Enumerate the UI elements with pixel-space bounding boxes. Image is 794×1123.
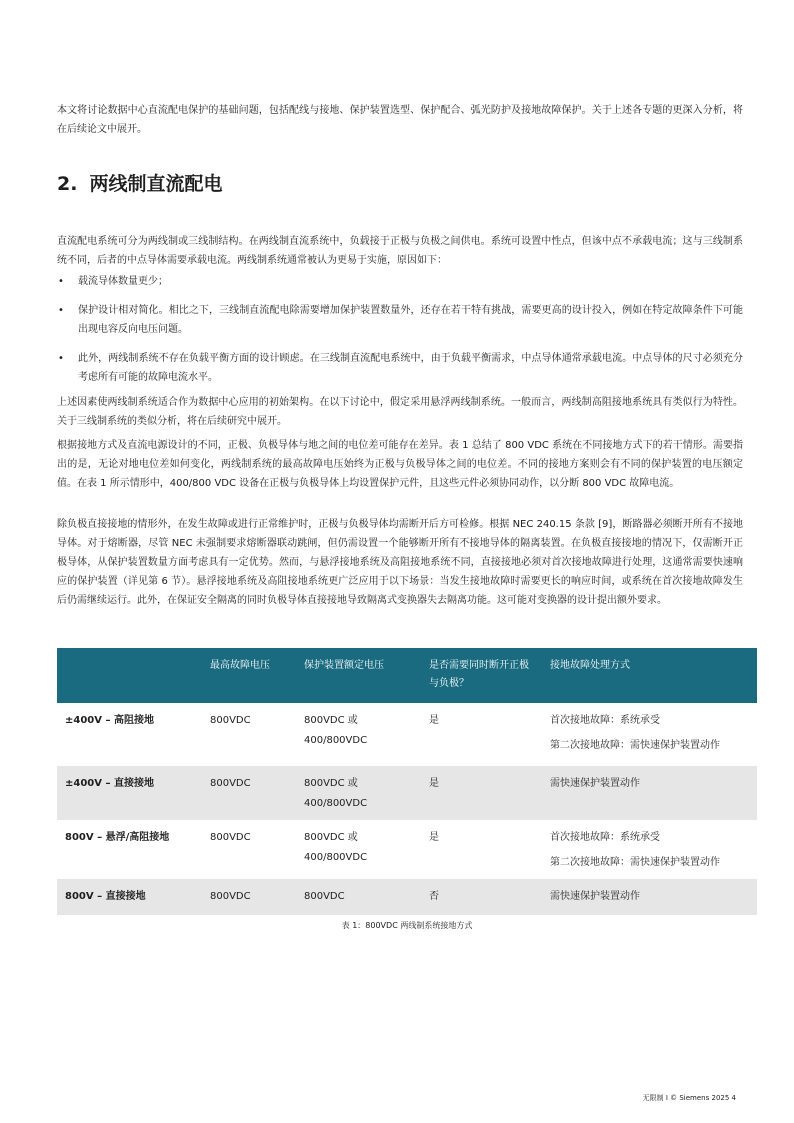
table-header-cell [57, 648, 204, 703]
bullet-icon: • [58, 276, 64, 287]
bullet-item: • 保护设计相对简化。相比之下，三线制直流配电除需要增加保护装置数量外，还存在若干特有挑战，需要更高的设计投入，例如在特定故障条件下可能出现电容反向电压问题。 [57, 301, 743, 339]
table-header-cell: 最高故障电压 [210, 660, 270, 671]
system-cell: 800V – 悬浮/高阻接地 [65, 832, 170, 843]
simultaneous-cell: 是 [429, 715, 439, 726]
system-cell: ±400V – 直接接地 [65, 778, 154, 789]
bullet-item: • 此外，两线制系统不存在负载平衡方面的设计顾虑。在三线制直流配电系统中，由于负载平衡需求，中点导体通常承载电流。中点导体的尺寸必须充分考虑所有可能的故障电流水平。 [57, 349, 743, 387]
body-paragraph-1: 直流配电系统可分为两线制或三线制结构。在两线制直流系统中，负载接于正极与负极之间供电。系统可设置中性点，但该中点不承载电流；这与三线制系统不同，后者的中点导体需要承载电流。两线制系统通常被认为更易于实施，原因如下： [57, 236, 743, 266]
intro-paragraph: 本文将讨论数据中心直流配电保护的基础问题，包括配线与接地、保护装置选型、保护配合、弧光防护及接地故障保护。关于上述各专题的更深入分析，将在后续论文中展开。 [57, 105, 743, 135]
rated-voltage-cell: 800VDC 或 400/800VDC [304, 715, 368, 746]
system-cell: ±400V – 高阻接地 [65, 715, 154, 726]
bullet-list [57, 272, 743, 387]
table-header-cell: 是否需要同时断开正极与负极？ [429, 660, 529, 689]
table-row [57, 703, 757, 766]
system-cell: 800V – 直接接地 [65, 891, 146, 902]
simultaneous-cell: 是 [429, 832, 439, 843]
handling-cell: 需快速保护装置动作 [550, 891, 640, 902]
rated-voltage-cell: 800VDC [304, 891, 345, 902]
table-header-cell: 保护装置额定电压 [304, 660, 384, 671]
rated-voltage-cell: 800VDC 或 400/800VDC [304, 832, 368, 863]
handling-cell: 首次接地故障：系统承受 第二次接地故障：需快速保护装置动作 [550, 715, 720, 751]
section-number: 2. [57, 173, 78, 195]
max-voltage-cell: 800VDC [210, 778, 251, 789]
grounding-table [57, 648, 757, 915]
body-paragraph-4: 除负极直接接地的情形外，在发生故障或进行正常维护时，正极与负极导体均需断开后方可检修。根据 NEC 240.15 条款 [9]，断路器必须断开所有不接地导体。对于熔断器，尽管 NEC 未强制要求熔断器联动跳闸，但仍需设置一个能够断开所有不接地导体的隔离装置。在负极直接接地的情况下，仅需断开正极导体，从保护装置数量方面考虑具有一定优势。然而，与悬浮接地系统及高阻接地系统不同，直接接地必须对首次接地故障进行处理，这通常需要快速响应的保护装置（详见第 6 节）。悬浮接地系统及高阻接地系统更广泛应用于以下场景：当发生接地故障时需要更长的响应时间，或系统在首次接地故障发生后仍需继续运行。此外，在保证安全隔离的同时负极导体直接接地导致隔离式变换器失去隔离功能。这可能对变换器的设计提出额外要求。 [57, 519, 743, 606]
table-caption: 表 1：800VDC 两线制系统接地方式 [341, 921, 473, 930]
page-footer: 无限制 I © Siemens 2025 4 [642, 1094, 736, 1102]
table-row [57, 879, 757, 915]
table-row [57, 820, 757, 879]
table-header-cell: 接地故障处理方式 [550, 660, 630, 671]
handling-cell: 首次接地故障：系统承受 第二次接地故障：需快速保护装置动作 [550, 832, 720, 868]
table-header-row [57, 648, 757, 703]
simultaneous-cell: 是 [429, 778, 439, 789]
bullet-icon: • [58, 353, 64, 364]
handling-cell: 需快速保护装置动作 [550, 778, 640, 789]
simultaneous-cell: 否 [429, 891, 439, 902]
bullet-item: • 载流导体数量更少； [57, 272, 743, 291]
table-row [57, 766, 757, 820]
body-paragraph-2: 上述因素使两线制系统适合作为数据中心应用的初始架构。在以下讨论中，假定采用悬浮两线制系统。一般而言，两线制高阻接地系统具有类似行为特性。关于三线制系统的类似分析，将在后续研究中展开。 [57, 397, 743, 427]
bullet-icon: • [58, 305, 64, 316]
body-paragraph-3: 根据接地方式及直流电源设计的不同，正极、负极导体与地之间的电位差可能存在差异。表 1 总结了 800 VDC 系统在不同接地方式下的若干情形。需要指出的是，无论对地电位差如何变化，两线制系统的最高故障电压始终为正极与负极导体之间的电位差。不同的接地方案则会有不同的保护装置的电压额定值。在表 1 所示情形中，400/800 VDC 设备在正极与负极导体上均设置保护元件，且这些元件必须协同动作，以分断 800 VDC 故障电流。 [57, 440, 743, 489]
max-voltage-cell: 800VDC [210, 715, 251, 726]
section-heading [57, 171, 222, 197]
max-voltage-cell: 800VDC [210, 891, 251, 902]
rated-voltage-cell: 800VDC 或 400/800VDC [304, 778, 368, 809]
section-title: 两线制直流配电 [89, 173, 223, 195]
max-voltage-cell: 800VDC [210, 832, 251, 843]
